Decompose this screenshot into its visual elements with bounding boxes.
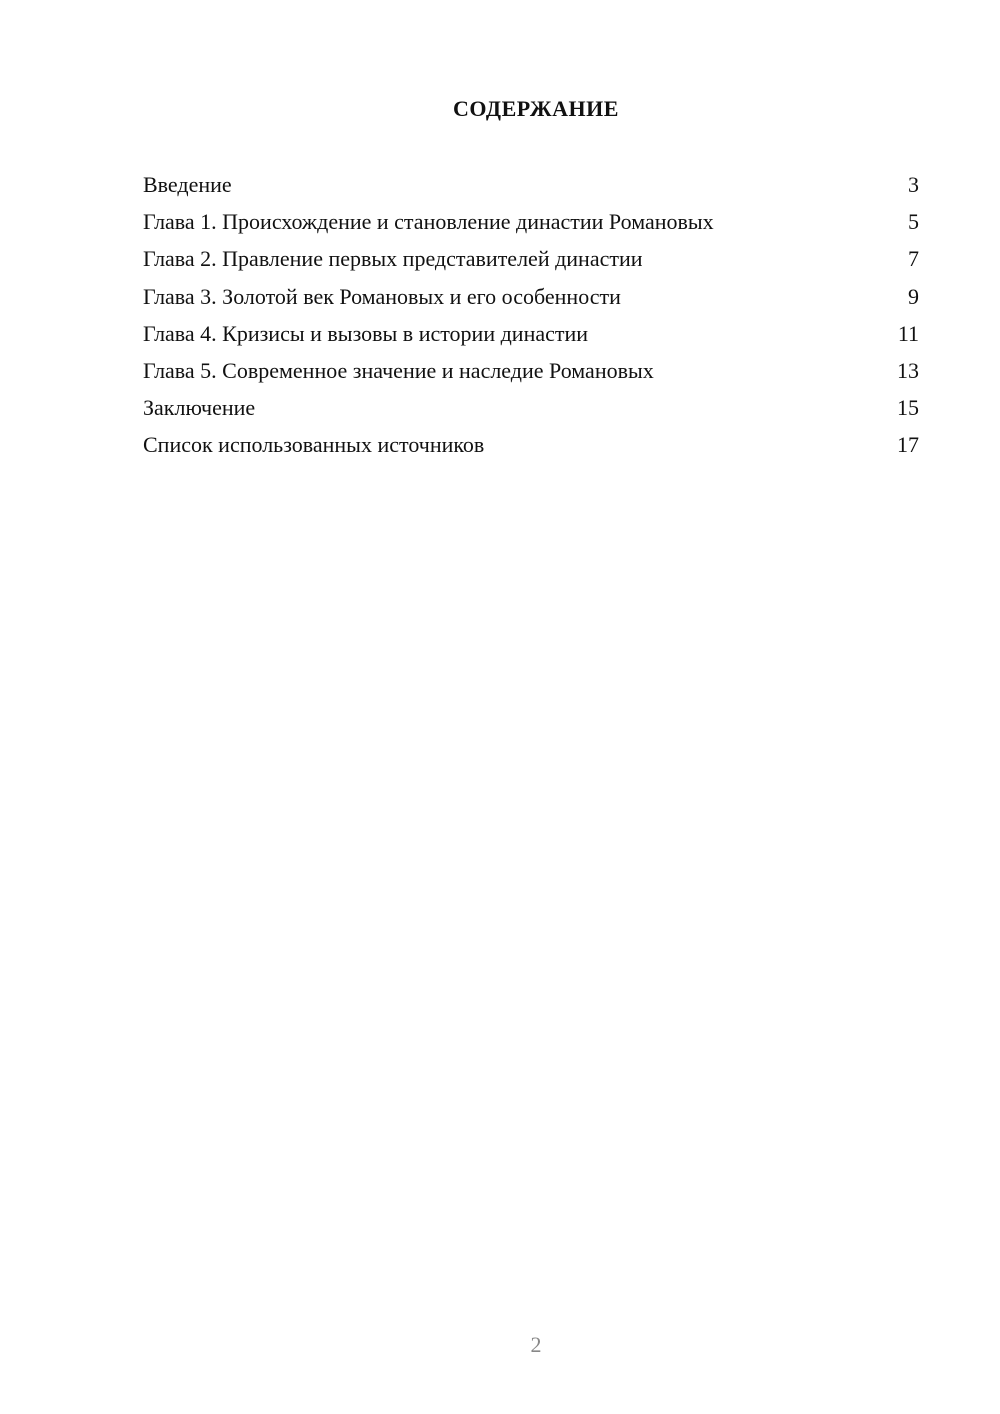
- toc-item-chapter-2: [143, 240, 919, 277]
- toc-item-title: Глава 3. Золотой век Романовых и его особенности: [143, 283, 621, 309]
- toc-item-title: Заключение: [143, 395, 256, 421]
- toc-item-page: 13: [897, 357, 919, 383]
- toc-item-chapter-3: [143, 278, 919, 315]
- toc-item-title: Глава 2. Правление первых представителей династии: [143, 246, 643, 272]
- toc-item-page: 11: [897, 320, 919, 346]
- table-of-contents: [143, 166, 919, 464]
- toc-item-chapter-1: [143, 203, 919, 240]
- toc-item-title: Глава 4. Кризисы и вызовы в истории династии: [143, 320, 589, 346]
- toc-item-chapter-5: [143, 352, 919, 389]
- page-number: 2: [530, 1332, 542, 1357]
- toc-item-conclusion: [143, 389, 919, 426]
- toc-item-title: Список использованных источников: [143, 432, 485, 458]
- toc-item-references: [143, 426, 919, 463]
- toc-item-chapter-4: [143, 315, 919, 352]
- toc-item-page: 7: [908, 246, 919, 272]
- toc-item-title: Глава 1. Происхождение и становление династии Романовых: [143, 209, 714, 235]
- toc-item-title: Глава 5. Современное значение и наследие Романовых: [143, 357, 654, 383]
- toc-item-page: 15: [897, 395, 919, 421]
- toc-item-page: 3: [908, 172, 919, 197]
- toc-item-introduction: [143, 166, 919, 203]
- toc-heading: СОДЕРЖАНИЕ: [453, 96, 619, 121]
- toc-item-page: 9: [908, 283, 919, 309]
- toc-item-page: 17: [897, 432, 919, 458]
- toc-item-title: Введение: [143, 172, 232, 197]
- toc-item-page: 5: [908, 209, 919, 235]
